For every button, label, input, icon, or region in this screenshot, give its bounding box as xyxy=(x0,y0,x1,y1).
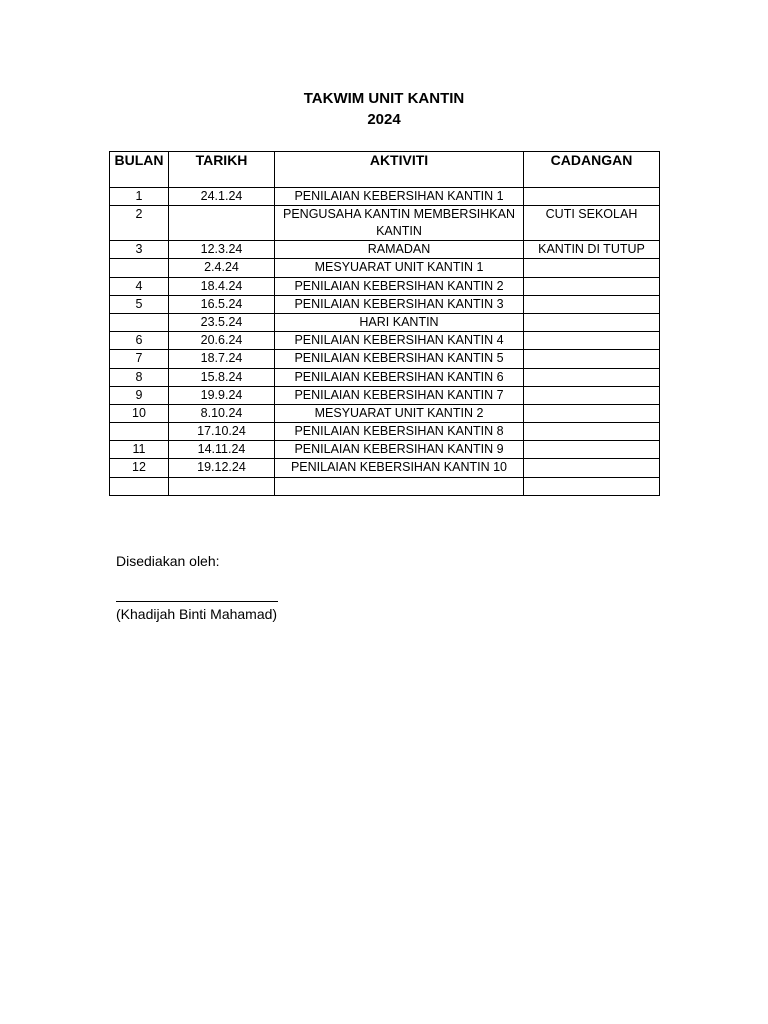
table-row xyxy=(110,313,660,331)
takwim-table xyxy=(109,151,660,496)
table-body xyxy=(110,188,660,496)
cell-bulan: 1 xyxy=(110,188,169,206)
table-row xyxy=(110,404,660,422)
cell-aktiviti: HARI KANTIN xyxy=(275,313,524,331)
cell-bulan: 9 xyxy=(110,386,169,404)
cell-tarikh: 15.8.24 xyxy=(169,368,275,386)
cell-aktiviti: MESYUARAT UNIT KANTIN 2 xyxy=(275,404,524,422)
cell-tarikh: 2.4.24 xyxy=(169,259,275,277)
table-row xyxy=(110,350,660,368)
cell-bulan xyxy=(110,313,169,331)
cell-cadangan xyxy=(524,295,660,313)
cell-bulan: 2 xyxy=(110,206,169,241)
document-title: TAKWIM UNIT KANTIN xyxy=(303,90,465,107)
cell-cadangan xyxy=(524,441,660,459)
document-year: 2024 xyxy=(367,111,401,128)
table-header xyxy=(110,152,660,188)
cell-cadangan xyxy=(524,368,660,386)
cell-aktiviti: RAMADAN xyxy=(275,241,524,259)
cell-cadangan xyxy=(524,332,660,350)
cell-bulan xyxy=(110,477,169,495)
table-row xyxy=(110,459,660,477)
cell-aktiviti: PENILAIAN KEBERSIHAN KANTIN 7 xyxy=(275,386,524,404)
cell-cadangan xyxy=(524,423,660,441)
cell-tarikh: 17.10.24 xyxy=(169,423,275,441)
table-row xyxy=(110,277,660,295)
cell-aktiviti: PENILAIAN KEBERSIHAN KANTIN 10 xyxy=(275,459,524,477)
signature-line xyxy=(116,601,278,602)
cell-tarikh xyxy=(169,477,275,495)
cell-aktiviti: PENILAIAN KEBERSIHAN KANTIN 2 xyxy=(275,277,524,295)
header-row xyxy=(110,152,660,188)
cell-tarikh: 19.9.24 xyxy=(169,386,275,404)
table-row xyxy=(110,295,660,313)
cell-aktiviti: PENGUSAHA KANTIN MEMBERSIHKAN KANTIN xyxy=(275,206,524,241)
cell-cadangan xyxy=(524,188,660,206)
table-row xyxy=(110,368,660,386)
cell-bulan: 11 xyxy=(110,441,169,459)
cell-aktiviti: MESYUARAT UNIT KANTIN 1 xyxy=(275,259,524,277)
prepared-by-label: Disediakan oleh: xyxy=(116,553,220,569)
table-row xyxy=(110,386,660,404)
cell-bulan xyxy=(110,259,169,277)
cell-cadangan xyxy=(524,350,660,368)
table-row xyxy=(110,259,660,277)
table-row xyxy=(110,206,660,241)
cell-bulan: 5 xyxy=(110,295,169,313)
table-row xyxy=(110,423,660,441)
cell-aktiviti: PENILAIAN KEBERSIHAN KANTIN 4 xyxy=(275,332,524,350)
cell-aktiviti: PENILAIAN KEBERSIHAN KANTIN 6 xyxy=(275,368,524,386)
cell-cadangan xyxy=(524,477,660,495)
signatory-name: (Khadijah Binti Mahamad) xyxy=(116,606,278,622)
cell-tarikh: 19.12.24 xyxy=(169,459,275,477)
cell-tarikh: 18.4.24 xyxy=(169,277,275,295)
cell-tarikh: 23.5.24 xyxy=(169,313,275,331)
header-aktiviti: AKTIVITI xyxy=(275,152,524,188)
cell-bulan: 12 xyxy=(110,459,169,477)
cell-aktiviti: PENILAIAN KEBERSIHAN KANTIN 8 xyxy=(275,423,524,441)
cell-aktiviti: PENILAIAN KEBERSIHAN KANTIN 3 xyxy=(275,295,524,313)
cell-cadangan xyxy=(524,259,660,277)
header-bulan: BULAN xyxy=(110,152,169,188)
cell-cadangan xyxy=(524,386,660,404)
cell-bulan: 3 xyxy=(110,241,169,259)
cell-aktiviti: PENILAIAN KEBERSIHAN KANTIN 1 xyxy=(275,188,524,206)
cell-bulan: 7 xyxy=(110,350,169,368)
table-row xyxy=(110,332,660,350)
table-row xyxy=(110,441,660,459)
cell-aktiviti: PENILAIAN KEBERSIHAN KANTIN 5 xyxy=(275,350,524,368)
header-tarikh: TARIKH xyxy=(169,152,275,188)
cell-bulan: 8 xyxy=(110,368,169,386)
cell-tarikh xyxy=(169,206,275,241)
cell-tarikh: 18.7.24 xyxy=(169,350,275,368)
cell-bulan: 6 xyxy=(110,332,169,350)
cell-cadangan: CUTI SEKOLAH xyxy=(524,206,660,241)
cell-tarikh: 20.6.24 xyxy=(169,332,275,350)
cell-tarikh: 14.11.24 xyxy=(169,441,275,459)
cell-tarikh: 8.10.24 xyxy=(169,404,275,422)
cell-aktiviti: PENILAIAN KEBERSIHAN KANTIN 9 xyxy=(275,441,524,459)
table-row xyxy=(110,477,660,495)
cell-cadangan xyxy=(524,277,660,295)
cell-cadangan xyxy=(524,313,660,331)
cell-bulan xyxy=(110,423,169,441)
cell-cadangan xyxy=(524,404,660,422)
cell-tarikh: 24.1.24 xyxy=(169,188,275,206)
table-row xyxy=(110,241,660,259)
cell-tarikh: 16.5.24 xyxy=(169,295,275,313)
cell-bulan: 10 xyxy=(110,404,169,422)
cell-cadangan: KANTIN DI TUTUP xyxy=(524,241,660,259)
table-row xyxy=(110,188,660,206)
cell-aktiviti xyxy=(275,477,524,495)
cell-cadangan xyxy=(524,459,660,477)
cell-bulan: 4 xyxy=(110,277,169,295)
cell-tarikh: 12.3.24 xyxy=(169,241,275,259)
header-cadangan: CADANGAN xyxy=(524,152,660,188)
